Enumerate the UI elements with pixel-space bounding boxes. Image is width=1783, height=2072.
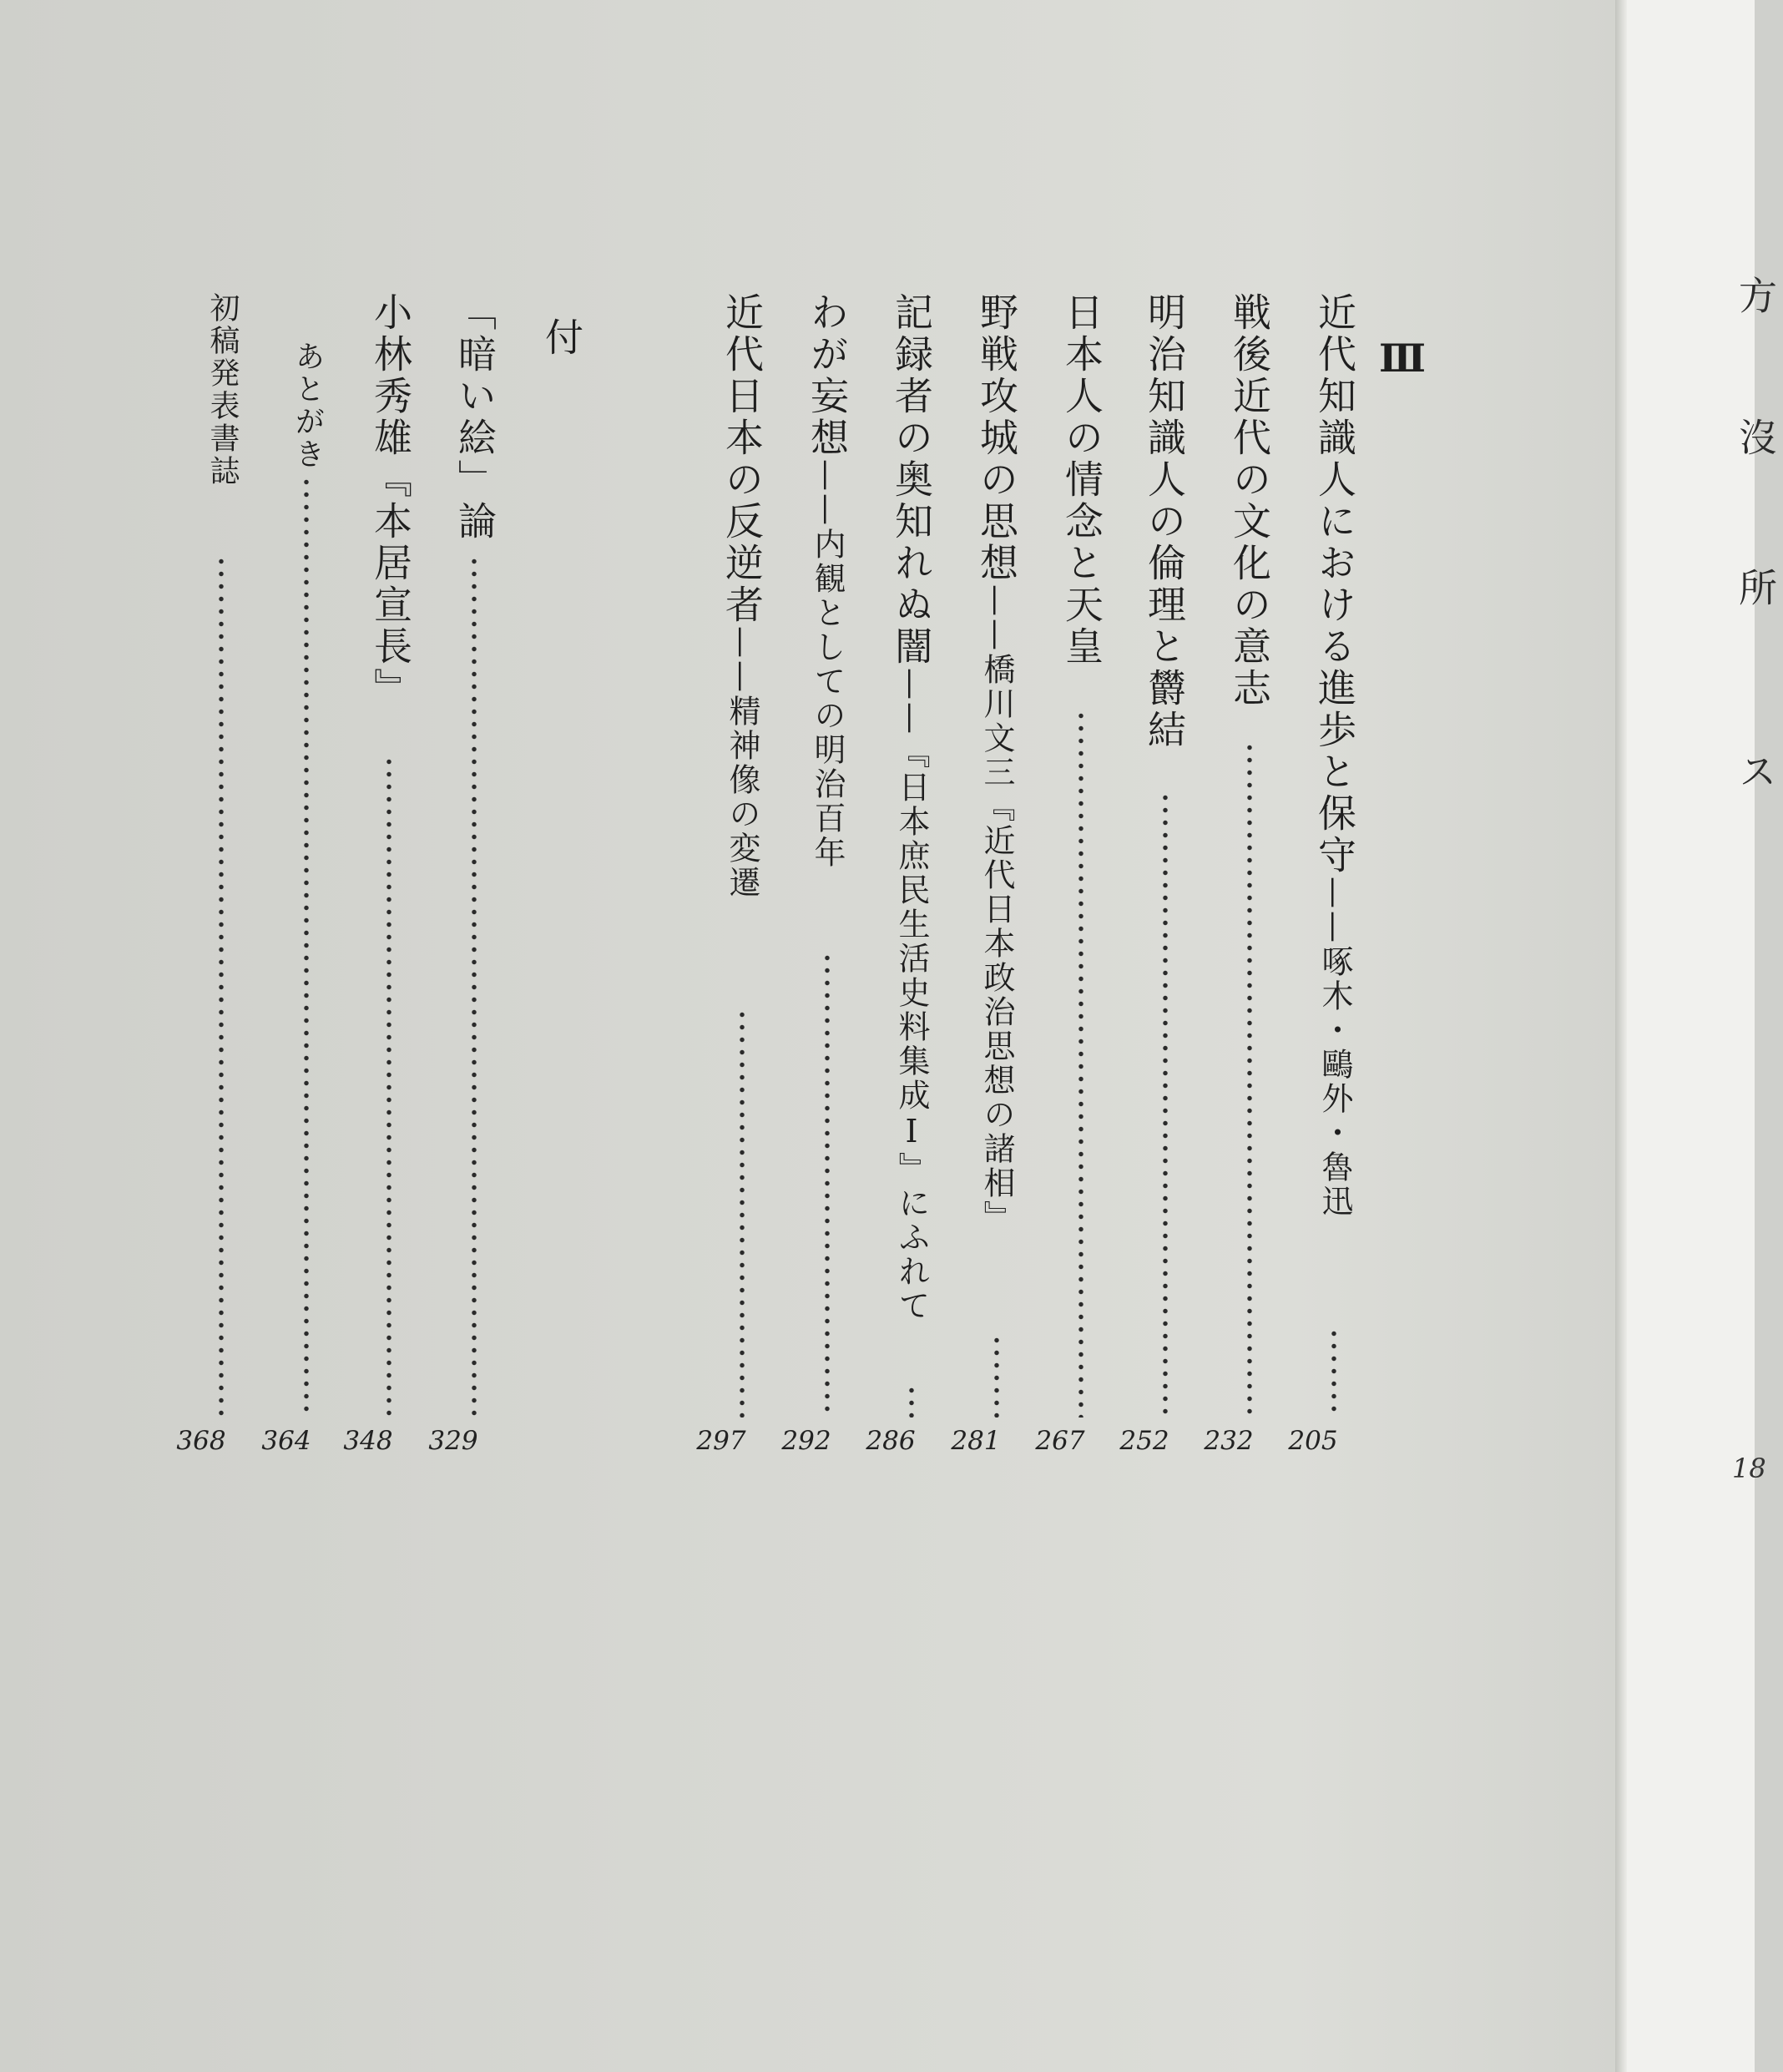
toc-entry [886, 292, 937, 1478]
toc-entry-page: 252 [1119, 1426, 1169, 1456]
toc-entry-page: 348 [343, 1426, 393, 1456]
dot-leader [740, 1008, 745, 1418]
dot-leader [1331, 1327, 1336, 1415]
toc-entry-title: 近代日本の反逆者 [720, 292, 765, 626]
toc-entry-title: わが妄想 [805, 292, 850, 459]
toc-entry-page: 364 [261, 1426, 311, 1456]
dot-leader [1078, 710, 1083, 1418]
dot-leader [386, 756, 391, 1418]
dot-leader [909, 1384, 914, 1418]
page-gutter [1615, 0, 1627, 2072]
toc-entry-title: 記録者の奥知れぬ闇 [889, 292, 934, 668]
toc-entry-page: 368 [176, 1426, 226, 1456]
adjacent-page-text: ス [1733, 751, 1778, 790]
toc-entry [1309, 292, 1361, 1478]
toc-entry-title: 戦後近代の文化の意志 [1227, 292, 1272, 710]
toc-entry-subtitle: ——橋川文三『近代日本政治思想の諸相』 [978, 584, 1015, 1235]
section-numeral: Ⅲ [1379, 336, 1425, 381]
dot-leader [472, 555, 477, 1418]
adjacent-page-number: 18 [1732, 1453, 1766, 1484]
toc-entry-title: 野戦攻城の思想 [974, 292, 1019, 584]
adjacent-page-text: 方 [1733, 275, 1778, 314]
toc-entry-title: 近代知識人における進歩と保守 [1312, 292, 1357, 877]
adjacent-page-text: 所 [1733, 568, 1778, 606]
dot-leader [1163, 791, 1168, 1418]
dot-leader [825, 952, 830, 1418]
toc-entry-page: 205 [1288, 1426, 1338, 1456]
toc-entry-page: 292 [781, 1426, 831, 1456]
toc-entry-subtitle: ——『日本庶民生活史料集成Ⅰ』にふれて [893, 668, 930, 1323]
adjacent-page-text: 沒 [1733, 417, 1778, 456]
dot-leader [304, 476, 309, 1418]
dot-leader [219, 555, 224, 1418]
toc-entry-title: 明治知識人の倫理と欝結 [1142, 292, 1187, 751]
toc-entry-subtitle: ——内観としての明治百年 [809, 459, 846, 870]
toc-entry-page: 286 [866, 1426, 916, 1456]
toc-entry-subtitle: ——啄木・鷗外・魯迅 [1316, 877, 1353, 1219]
toc-entry-page: 281 [951, 1426, 1001, 1456]
toc-entry-page: 297 [696, 1426, 746, 1456]
dot-leader [994, 1334, 999, 1418]
toc-entry [971, 292, 1023, 1478]
appendix-label: 付 [539, 317, 584, 356]
toc-entry-page: 329 [428, 1426, 478, 1456]
toc-entry-title: 日本人の情念と天皇 [1059, 292, 1104, 668]
toc-entry-subtitle: ——精神像の変遷 [724, 626, 760, 900]
toc-entry-title: あとがき [290, 341, 325, 471]
dot-leader [1247, 741, 1252, 1418]
toc-entry-title: 小林秀雄『本居宣長』 [368, 292, 413, 710]
toc-entry-page: 267 [1035, 1426, 1085, 1456]
toc-entry-title: 初稿発表書誌 [205, 292, 240, 488]
toc-entry-title: 「暗い絵」論 [452, 292, 498, 543]
toc-entry-page: 232 [1204, 1426, 1254, 1456]
